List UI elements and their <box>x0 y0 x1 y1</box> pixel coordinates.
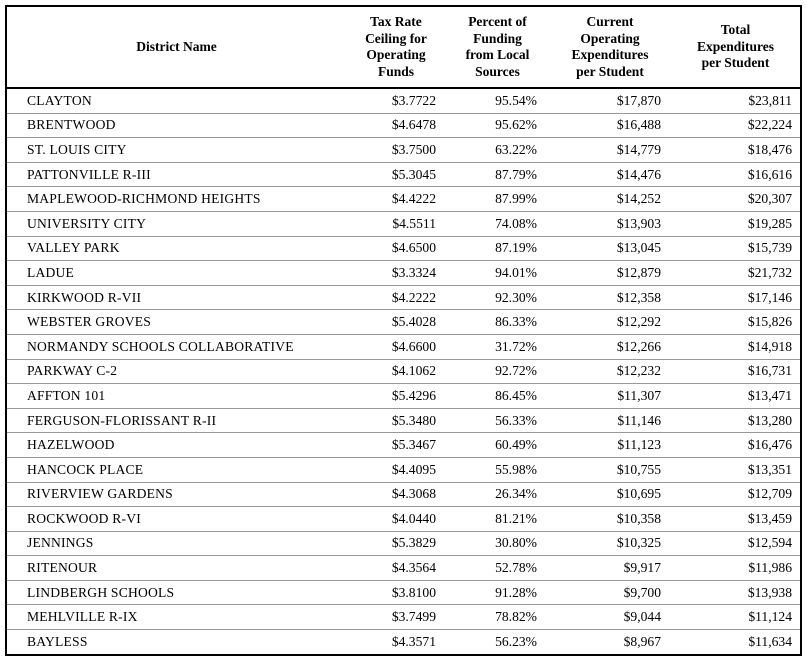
cell-pct_local_funding: 87.19% <box>446 236 549 261</box>
cell-district-name: LADUE <box>6 261 346 286</box>
column-header-current_operating_exp: Current Operating Expenditures per Student <box>549 6 671 88</box>
table-row <box>6 187 801 212</box>
cell-district-name: AFFTON 101 <box>6 384 346 409</box>
cell-current_operating_exp: $10,695 <box>549 482 671 507</box>
cell-tax_rate_ceiling: $4.2222 <box>346 285 446 310</box>
cell-current_operating_exp: $12,266 <box>549 334 671 359</box>
cell-pct_local_funding: 60.49% <box>446 433 549 458</box>
cell-district-name: UNIVERSITY CITY <box>6 211 346 236</box>
cell-district-name: NORMANDY SCHOOLS COLLABORATIVE <box>6 334 346 359</box>
cell-pct_local_funding: 92.30% <box>446 285 549 310</box>
column-header-tax_rate_ceiling: Tax Rate Ceiling for Operating Funds <box>346 6 446 88</box>
cell-current_operating_exp: $13,045 <box>549 236 671 261</box>
cell-pct_local_funding: 95.54% <box>446 88 549 113</box>
cell-pct_local_funding: 91.28% <box>446 580 549 605</box>
cell-pct_local_funding: 86.45% <box>446 384 549 409</box>
cell-pct_local_funding: 78.82% <box>446 605 549 630</box>
cell-current_operating_exp: $9,044 <box>549 605 671 630</box>
cell-district-name: CLAYTON <box>6 88 346 113</box>
cell-tax_rate_ceiling: $5.4296 <box>346 384 446 409</box>
cell-total_exp: $13,938 <box>671 580 801 605</box>
cell-total_exp: $18,476 <box>671 138 801 163</box>
table-row <box>6 580 801 605</box>
cell-total_exp: $11,986 <box>671 556 801 581</box>
cell-total_exp: $21,732 <box>671 261 801 286</box>
cell-current_operating_exp: $13,903 <box>549 211 671 236</box>
cell-tax_rate_ceiling: $4.0440 <box>346 507 446 532</box>
cell-total_exp: $23,811 <box>671 88 801 113</box>
cell-current_operating_exp: $12,358 <box>549 285 671 310</box>
cell-district-name: VALLEY PARK <box>6 236 346 261</box>
cell-tax_rate_ceiling: $5.3045 <box>346 162 446 187</box>
cell-tax_rate_ceiling: $4.6600 <box>346 334 446 359</box>
cell-total_exp: $16,616 <box>671 162 801 187</box>
cell-total_exp: $20,307 <box>671 187 801 212</box>
cell-pct_local_funding: 81.21% <box>446 507 549 532</box>
cell-pct_local_funding: 95.62% <box>446 113 549 138</box>
cell-current_operating_exp: $10,325 <box>549 531 671 556</box>
cell-district-name: JENNINGS <box>6 531 346 556</box>
cell-pct_local_funding: 56.33% <box>446 408 549 433</box>
cell-total_exp: $11,634 <box>748 633 792 649</box>
table-row <box>6 138 801 163</box>
cell-tax_rate_ceiling: $4.3571 <box>391 633 436 649</box>
cell-total_exp: $13,351 <box>671 457 801 482</box>
cell-tax_rate_ceiling: $5.3829 <box>346 531 446 556</box>
cell-tax_rate_ceiling: $4.6478 <box>346 113 446 138</box>
cell-current_operating_exp: $11,146 <box>549 408 671 433</box>
cell-current_operating_exp: $12,292 <box>549 310 671 335</box>
cell-tax_rate_ceiling: $4.5511 <box>346 211 446 236</box>
cell-tax_rate_ceiling: $5.3467 <box>346 433 446 458</box>
cell-tax_rate_ceiling: $4.3068 <box>346 482 446 507</box>
cell-total_exp: $22,224 <box>671 113 801 138</box>
table-row <box>6 408 801 433</box>
table-row <box>6 556 801 581</box>
cell-district-name: ST. LOUIS CITY <box>6 138 346 163</box>
table-row <box>6 457 801 482</box>
cell-pct_local_funding: 52.78% <box>446 556 549 581</box>
cell-current_operating_exp: $11,123 <box>549 433 671 458</box>
cell-tax_rate_ceiling: $3.8100 <box>346 580 446 605</box>
cell-district-name: BAYLESS <box>27 633 88 649</box>
table-row <box>6 162 801 187</box>
cell-total_exp: $16,476 <box>671 433 801 458</box>
cell-pct_local_funding: 87.79% <box>446 162 549 187</box>
column-header-pct_local_funding: Percent of Funding from Local Sources <box>446 6 549 88</box>
cell-tax_rate_ceiling: $4.3564 <box>346 556 446 581</box>
cell-total_exp: $15,739 <box>671 236 801 261</box>
table-row <box>6 211 801 236</box>
cell-current_operating_exp: $10,358 <box>549 507 671 532</box>
cell-pct_local_funding: 26.34% <box>446 482 549 507</box>
cell-current_operating_exp: $12,879 <box>549 261 671 286</box>
cell-tax_rate_ceiling: $3.7499 <box>346 605 446 630</box>
cell-tax_rate_ceiling: $4.1062 <box>346 359 446 384</box>
cell-pct_local_funding: 94.01% <box>446 261 549 286</box>
table-body <box>6 88 801 655</box>
cell-district-name: PATTONVILLE R-III <box>6 162 346 187</box>
cell-pct_local_funding: 74.08% <box>446 211 549 236</box>
cell-district-name: HANCOCK PLACE <box>6 457 346 482</box>
cell-tax_rate_ceiling: $3.3324 <box>346 261 446 286</box>
table-row <box>6 384 801 409</box>
cell-total_exp: $17,146 <box>671 285 801 310</box>
cell-pct_local_funding: 56.23% <box>495 633 537 649</box>
cell-district-name: PARKWAY C-2 <box>6 359 346 384</box>
cell-total_exp: $15,826 <box>671 310 801 335</box>
cell-pct_local_funding: 30.80% <box>446 531 549 556</box>
cell-district-name: MEHLVILLE R-IX <box>6 605 346 630</box>
cell-district-name: RIVERVIEW GARDENS <box>6 482 346 507</box>
cell-pct_local_funding: 31.72% <box>446 334 549 359</box>
header-row <box>6 6 801 88</box>
cell-tax_rate_ceiling: $4.4095 <box>346 457 446 482</box>
cell-total_exp: $13,280 <box>671 408 801 433</box>
cell-current_operating_exp: $12,232 <box>549 359 671 384</box>
district-expenditure-table <box>5 5 802 656</box>
table-header <box>6 6 801 88</box>
cell-total_exp: $16,731 <box>671 359 801 384</box>
cell-district-name: LINDBERGH SCHOOLS <box>6 580 346 605</box>
cell-pct_local_funding: 87.99% <box>446 187 549 212</box>
cell-district-name: HAZELWOOD <box>6 433 346 458</box>
cell-total_exp: $12,594 <box>671 531 801 556</box>
table-row <box>6 507 801 532</box>
cell-tax_rate_ceiling: $4.4222 <box>346 187 446 212</box>
table-row <box>6 605 801 630</box>
cell-tax_rate_ceiling: $3.7500 <box>346 138 446 163</box>
cell-district-name: FERGUSON-FLORISSANT R-II <box>6 408 346 433</box>
cell-tax_rate_ceiling: $5.3480 <box>346 408 446 433</box>
table-row <box>6 630 801 655</box>
cell-pct_local_funding: 63.22% <box>446 138 549 163</box>
cell-district-name: RITENOUR <box>6 556 346 581</box>
cell-pct_local_funding: 55.98% <box>446 457 549 482</box>
cell-current_operating_exp: $11,307 <box>549 384 671 409</box>
cell-current_operating_exp: $9,917 <box>549 556 671 581</box>
cell-total_exp: $14,918 <box>671 334 801 359</box>
cell-district-name: ROCKWOOD R-VI <box>6 507 346 532</box>
cell-total_exp: $12,709 <box>671 482 801 507</box>
cell-current_operating_exp: $17,870 <box>549 88 671 113</box>
column-header-district: District Name <box>6 6 346 88</box>
table-row <box>6 433 801 458</box>
cell-total_exp: $11,124 <box>671 605 801 630</box>
cell-current_operating_exp: $14,476 <box>549 162 671 187</box>
cell-district-name: KIRKWOOD R-VII <box>6 285 346 310</box>
table-row <box>6 310 801 335</box>
cell-total_exp: $13,459 <box>671 507 801 532</box>
table-row <box>6 113 801 138</box>
cell-current_operating_exp: $10,755 <box>549 457 671 482</box>
table-row <box>6 261 801 286</box>
table-row <box>6 334 801 359</box>
cell-current_operating_exp: $8,967 <box>623 633 661 649</box>
cell-pct_local_funding: 92.72% <box>446 359 549 384</box>
table-row <box>6 236 801 261</box>
cell-current_operating_exp: $9,700 <box>549 580 671 605</box>
cell-total_exp: $19,285 <box>671 211 801 236</box>
district-expenditure-table-sheet <box>5 5 802 656</box>
cell-current_operating_exp: $14,252 <box>549 187 671 212</box>
cell-tax_rate_ceiling: $5.4028 <box>346 310 446 335</box>
cell-total_exp: $13,471 <box>671 384 801 409</box>
table-row <box>6 359 801 384</box>
cell-current_operating_exp: $16,488 <box>549 113 671 138</box>
cell-tax_rate_ceiling: $3.7722 <box>346 88 446 113</box>
cell-pct_local_funding: 86.33% <box>446 310 549 335</box>
cell-tax_rate_ceiling: $4.6500 <box>346 236 446 261</box>
table-row <box>6 482 801 507</box>
cell-current_operating_exp: $14,779 <box>549 138 671 163</box>
column-header-total_exp: Total Expenditures per Student <box>671 6 801 88</box>
table-row <box>6 285 801 310</box>
table-row <box>6 531 801 556</box>
cell-district-name: WEBSTER GROVES <box>6 310 346 335</box>
cell-district-name: MAPLEWOOD-RICHMOND HEIGHTS <box>6 187 346 212</box>
cell-district-name: BRENTWOOD <box>6 113 346 138</box>
table-row <box>6 88 801 113</box>
